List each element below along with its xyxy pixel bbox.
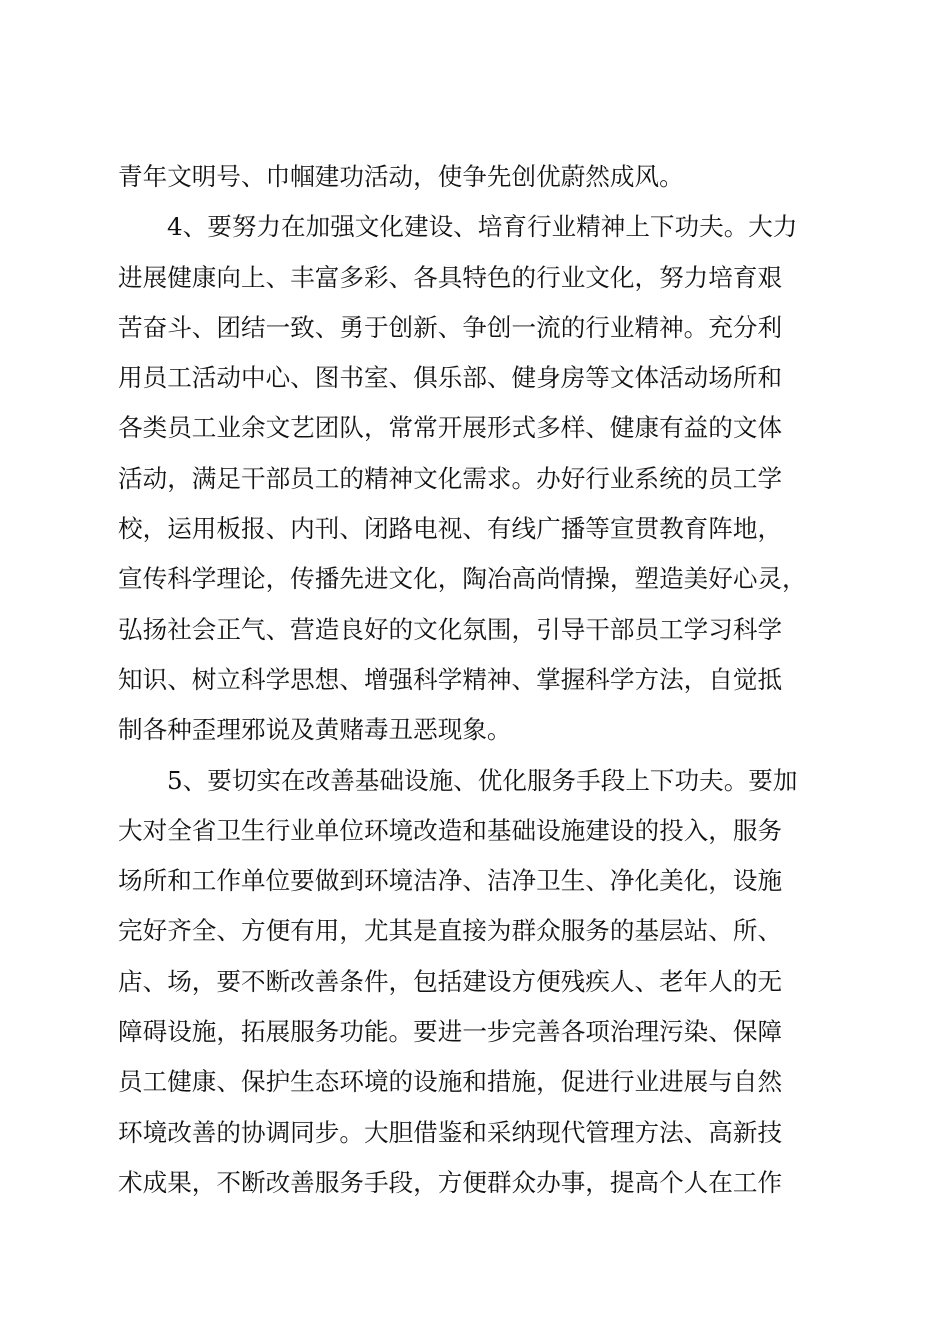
text-line: 环境改善的协调同步。大胆借鉴和采纳现代管理方法、高新技 [118,1117,783,1147]
text-line: 校，运用板报、内刊、闭路电视、有线广播等宣贯教育阵地， [118,514,783,544]
text-line: 店、场，要不断改善条件，包括建设方便残疾人、老年人的无 [118,966,783,996]
text-line: 各类员工业余文艺团队，常常开展形式多样、健康有益的文体 [118,413,783,443]
paragraph-4-first-line: 4、要努力在加强文化建设、培育行业精神上下功夫。大力 [167,212,798,242]
text-line: 员工健康、保护生态环境的设施和措施，促进行业进展与自然 [118,1067,783,1097]
text-line: 完好齐全、方便有用，尤其是直接为群众服务的基层站、所、 [118,916,783,946]
document-body [118,152,848,1208]
text-line: 大对全省卫生行业单位环境改造和基础设施建设的投入，服务 [118,815,783,845]
text-line: 青年文明号、巾帼建功活动，使争先创优蔚然成风。 [118,162,684,191]
text-line: 宣传科学理论，传播先进文化，陶冶高尚情操，塑造美好心灵， [118,564,807,594]
paragraph-5-first-line: 5、要切实在改善基础设施、优化服务手段上下功夫。要加 [167,765,798,795]
text-line: 知识、树立科学思想、增强科学精神、掌握科学方法，自觉抵 [118,664,783,694]
text-line: 苦奋斗、团结一致、勇于创新、争创一流的行业精神。充分利 [118,312,783,342]
text-line: 进展健康向上、丰富多彩、各具特色的行业文化，努力培育艰 [118,262,783,292]
text-line: 术成果，不断改善服务手段，方便群众办事，提高个人在工作 [118,1167,783,1197]
text-line: 制各种歪理邪说及黄赌毒丑恶现象。 [118,715,512,745]
text-line: 用员工活动中心、图书室、俱乐部、健身房等文体活动场所和 [118,363,783,393]
text-line: 场所和工作单位要做到环境洁净、洁净卫生、净化美化，设施 [118,866,783,896]
text-line: 弘扬社会正气、营造良好的文化氛围，引导干部员工学习科学 [118,614,783,644]
text-line: 障碍设施，拓展服务功能。要进一步完善各项治理污染、保障 [118,1017,783,1047]
text-line: 活动，满足干部员工的精神文化需求。办好行业系统的员工学 [118,463,783,493]
